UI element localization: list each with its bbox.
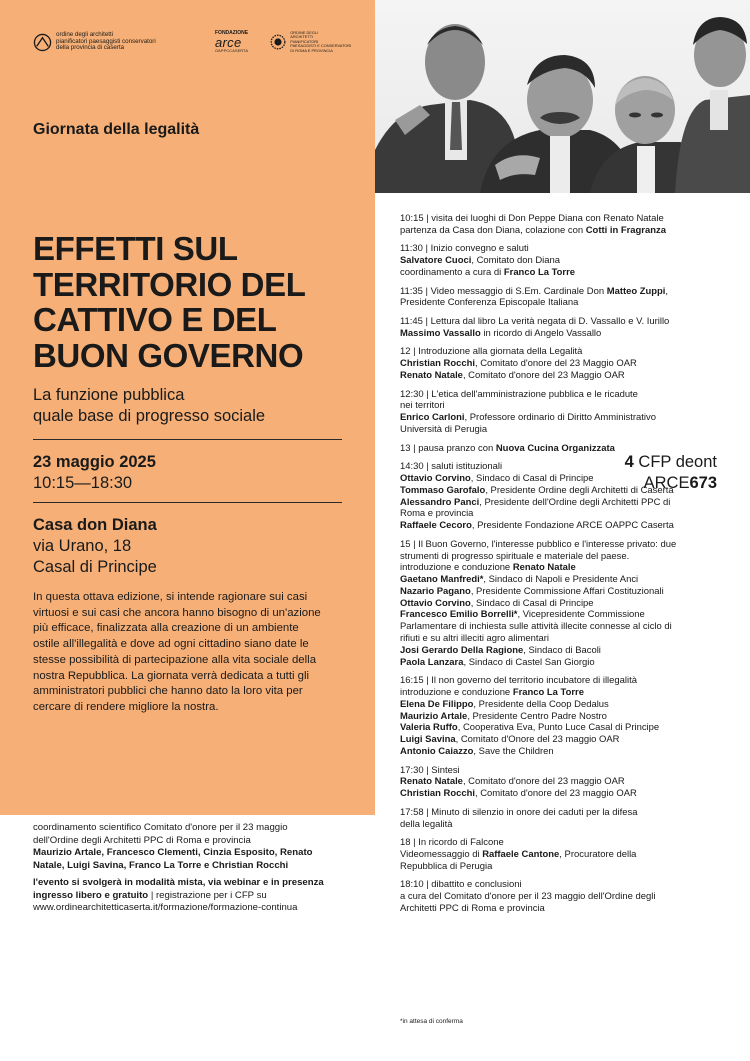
- event-type: Giornata della legalità: [33, 121, 200, 138]
- ordine-logo-line: ordine degli architetti: [56, 31, 114, 39]
- oappc-logo-line: ARCHITETTI: [290, 34, 314, 40]
- program-text: , Comitato d'onore del 23 Maggio OAR: [475, 358, 637, 370]
- program-text: , Sindaco di Castel San Giorgio: [463, 656, 595, 668]
- program-line: [400, 243, 725, 255]
- program-item: [400, 807, 725, 831]
- program-line: [400, 788, 725, 800]
- program-line: [400, 358, 725, 370]
- venue-city: Casal di Principe: [33, 558, 157, 576]
- arce-logo: [215, 31, 248, 53]
- program-text: coordinamento a cura di: [400, 266, 504, 278]
- program-line: [400, 891, 725, 903]
- program-line: [400, 807, 725, 819]
- speaker-name: Renato Natale: [512, 562, 576, 574]
- program-text: 11:45 | Lettura dal libro La verità negata di D. Vassallo e V. Iurillo: [400, 315, 670, 327]
- program-item: [400, 461, 725, 532]
- oappc-logo-line: DI ROMA E PROVINCIA: [290, 47, 333, 53]
- divider: [33, 439, 342, 440]
- speaker-name: Salvatore Cuoci: [400, 255, 472, 267]
- program-line: [400, 461, 725, 473]
- program-line: [400, 539, 725, 551]
- program-line: [400, 473, 725, 485]
- speaker-name: Christian Rocchi: [400, 788, 475, 800]
- speaker-name: Franco La Torre: [503, 266, 576, 278]
- program-line: [400, 412, 725, 424]
- speaker-name: Massimo Vassallo: [400, 327, 481, 339]
- venue-name: Casa don Diana: [33, 516, 157, 534]
- program-line: [400, 687, 725, 699]
- program-text: Videomessaggio di: [400, 849, 483, 861]
- intro-line: ostile all'illegalità e dove ad ogni cittadino siano date le: [33, 638, 309, 651]
- program-text: nei territori: [400, 400, 445, 412]
- program-line: [400, 400, 725, 412]
- program-text: 11:30 | Inizio convegno e saluti: [400, 243, 529, 255]
- program-text: , Save the Children: [473, 746, 554, 758]
- program-line: [400, 497, 725, 509]
- program-line: [400, 633, 725, 645]
- main-title: [33, 231, 363, 373]
- credits-names-line: Maurizio Artale, Francesco Clementi, Cinzia Esposito, Renato: [33, 847, 313, 858]
- program-line: [400, 255, 725, 267]
- program-text: Roma e provincia: [400, 508, 474, 520]
- intro-line: cercare di rendere migliore la nostra.: [33, 700, 219, 713]
- arce-logo-bottom: OAPPCCASERTA: [215, 49, 249, 53]
- program-text: , Cooperativa Eva, Punto Luce Casal di Principe: [457, 722, 660, 734]
- program-line: [400, 225, 725, 237]
- credits-line: coordinamento scientifico Comitato d'onore per il 23 maggio: [33, 822, 288, 833]
- program-line: [400, 286, 725, 298]
- program-text: 14:30 | saluti istituzionali: [400, 461, 503, 473]
- program-text: 18 | In ricordo di Falcone: [400, 837, 504, 849]
- program-text: Presidente Conferenza Episcopale Italiana: [400, 297, 579, 309]
- speaker-name: Raffaele Cecoro: [400, 520, 472, 532]
- program-line: [400, 609, 725, 621]
- program-text: 12 | Introduzione alla giornata della Legalità: [400, 346, 583, 358]
- program-line: [400, 675, 725, 687]
- program-text: introduzione e conduzione: [400, 687, 513, 699]
- cfp-code-prefix: ARCE: [643, 474, 690, 492]
- venue-street: via Urano, 18: [33, 537, 132, 555]
- speaker-name: Ottavio Corvino: [400, 472, 471, 484]
- speaker-name: Paola Lanzara: [400, 656, 464, 668]
- program-text: , Comitato don Diana: [471, 255, 561, 267]
- program-text: partenza da Casa don Diana, colazione con: [400, 224, 586, 236]
- program-line: [400, 903, 725, 915]
- program-line: [400, 598, 725, 610]
- program-text: , Presidente Ordine degli Architetti di Caserta: [485, 484, 674, 496]
- ordine-logo-line: pianificatori paesaggisti conservatori: [56, 37, 156, 45]
- program-line: [400, 424, 725, 436]
- program-text: 10:15 | visita dei luoghi di Don Peppe Diana con Renato Natale: [400, 213, 664, 224]
- program-line: [400, 645, 725, 657]
- program-item: [400, 389, 725, 436]
- program-text: introduzione e conduzione: [400, 562, 513, 574]
- program-text: Repubblica di Perugia: [400, 860, 493, 872]
- program-line: [400, 443, 725, 455]
- program-line: [400, 879, 725, 891]
- program-text: , Comitato d'onore del 23 maggio OAR: [475, 788, 637, 800]
- program-text: Architetti PPC di Roma e provincia: [400, 903, 545, 914]
- oappc-logo-line: PAESAGGISTI E CONSERVATORI: [290, 43, 352, 49]
- program-line: [400, 574, 725, 586]
- divider: [33, 502, 342, 503]
- logo-bar: [33, 30, 370, 54]
- credits-participation: [33, 877, 358, 915]
- credits-names-line: Natale, Luigi Savina, Franco La Torre e Christian Rocchi: [33, 859, 289, 871]
- program-text: 18:10 | dibattito e conclusioni: [400, 879, 522, 891]
- title-line: CATTIVO E DEL: [33, 301, 277, 338]
- speaker-name: Antonio Caiazzo: [400, 746, 474, 758]
- program-text: rifiuti e su altri illeciti agro alimentari: [400, 633, 549, 645]
- ordine-logo-icon: [33, 33, 52, 52]
- subtitle-line: quale base di progresso sociale: [33, 407, 266, 425]
- oappc-seal-icon: [270, 34, 286, 50]
- cfp-count: 4: [624, 453, 634, 471]
- cfp-code-number: 673: [689, 474, 717, 492]
- program-line: [400, 746, 725, 758]
- credits: [33, 822, 358, 920]
- program-line: [400, 849, 725, 861]
- program-text: 12:30 | L'etica dell'amministrazione pubblica e le ricadute: [400, 388, 638, 400]
- program-text: , Sindaco di Napoli e Presidente Anci: [483, 574, 639, 586]
- credits-coordination: [33, 822, 358, 872]
- speaker-name: Elena De Filippo: [400, 698, 474, 710]
- subtitle: [33, 385, 353, 427]
- speaker-name: Enrico Carloni: [400, 412, 465, 424]
- program-item: [400, 243, 725, 278]
- program-text: , Comitato d'onore del 23 Maggio OAR: [462, 369, 625, 381]
- program-text: , Sindaco di Bacoli: [523, 644, 601, 656]
- program-text: 11:35 | Video messaggio di S.Em. Cardinale Don: [400, 285, 607, 297]
- photo-illustration: [375, 0, 750, 193]
- program-text: , Presidente della Coop Dedalus: [473, 698, 609, 710]
- program-text: in ricordo di Angelo Vassallo: [480, 327, 602, 339]
- program-line: [400, 346, 725, 358]
- event-date: 23 maggio 2025: [33, 453, 156, 471]
- program-text: 17:58 | Minuto di silenzio in onore dei caduti per la difesa: [400, 806, 638, 818]
- speaker-name: Ottavio Corvino: [400, 597, 471, 609]
- program-line: [400, 711, 725, 723]
- oappc-logo-line: PIANIFICATORI: [290, 38, 319, 44]
- program-text: , Sindaco di Casal di Principe: [470, 472, 594, 484]
- intro-text: [33, 590, 353, 716]
- program-item: [400, 675, 725, 758]
- program-line: [400, 485, 725, 497]
- speaker-name: Maurizio Artale: [400, 710, 468, 722]
- program-line: [400, 213, 725, 225]
- speaker-name: Matteo Zuppi: [606, 285, 666, 297]
- program-text: Parlamentare di inchiesta sulle attività illecite connesse al ciclo di: [400, 621, 672, 633]
- registration-link[interactable]: www.ordinearchitetticaserta.it/formazione/formazione-continua: [33, 902, 298, 913]
- speaker-name: Josi Gerardo Della Ragione: [400, 644, 524, 656]
- program-item: [400, 316, 725, 340]
- program-text: , Presidente Fondazione ARCE OAPPC Caserta: [471, 520, 674, 532]
- speaker-name: Valeria Ruffo: [400, 722, 458, 734]
- program-line: [400, 520, 725, 532]
- program-line: [400, 699, 725, 711]
- program-item: [400, 443, 725, 455]
- program-text: Università di Perugia: [400, 423, 488, 435]
- program-line: [400, 657, 725, 669]
- program-line: [400, 370, 725, 382]
- speaker-name: Tommaso Garofalo: [400, 484, 486, 496]
- program-line: [400, 562, 725, 574]
- program-text: , Presidente Centro Padre Nostro: [467, 710, 607, 722]
- speaker-name: Luigi Savina: [400, 734, 456, 746]
- speaker-name: Cotti in Fragranza: [585, 224, 666, 236]
- program-line: [400, 734, 725, 746]
- program-item: [400, 346, 725, 381]
- program-text: 16:15 | Il non governo del territorio incubatore di illegalità: [400, 675, 637, 687]
- title-line: BUON GOVERNO: [33, 336, 304, 374]
- credits-registration: | registrazione per i CFP su: [148, 889, 267, 901]
- program-item: [400, 213, 725, 237]
- event-time: 10:15—18:30: [33, 474, 133, 492]
- speaker-name: Francesco Emilio Borrelli*: [400, 609, 518, 621]
- intro-line: più efficace, finalizzata alla creazione di un ambiente: [33, 622, 299, 635]
- program-line: [400, 586, 725, 598]
- program-schedule: [400, 213, 725, 922]
- program-line: [400, 389, 725, 401]
- program-text: , Professore ordinario di Diritto Amministrativo: [464, 412, 656, 424]
- speaker-name: Nazario Pagano: [400, 585, 471, 597]
- program-text: , Presidente dell'Ordine degli Architetti PPC di: [479, 496, 671, 508]
- program-text: 13 | pausa pranzo con: [400, 442, 496, 454]
- program-item: [400, 879, 725, 914]
- program-line: [400, 297, 725, 309]
- intro-line: stesse possibilità di partecipazione alla vita sociale della: [33, 653, 317, 666]
- footnote: *in attesa di conferma: [400, 1018, 463, 1025]
- program-text: 17:30 | Sintesi: [400, 764, 460, 776]
- program-line: [400, 316, 725, 328]
- ordine-logo: [33, 32, 171, 52]
- program-item: [400, 286, 725, 310]
- oappc-roma-logo: [270, 31, 370, 53]
- intro-line: nostra Repubblica. La giornata verrà dedicata a tutti gli: [33, 669, 310, 682]
- program-item: [400, 765, 725, 800]
- title-line: TERRITORIO DEL: [33, 265, 306, 303]
- credits-line: dell'Ordine degli Architetti PPC di Roma e provincia: [33, 834, 251, 846]
- speaker-name: Alessandro Panci: [400, 496, 480, 508]
- program-line: [400, 776, 725, 788]
- program-line: [400, 861, 725, 873]
- program-line: [400, 508, 725, 520]
- speaker-name: Franco La Torre: [512, 687, 584, 699]
- program-text: ,: [665, 285, 669, 297]
- program-item: [400, 837, 725, 872]
- speaker-name: Gaetano Manfredi*: [400, 574, 484, 586]
- program-line: [400, 328, 725, 340]
- intro-line: virtuosi e sui casi che ancora hanno bisogno di un'azione: [33, 606, 321, 619]
- speaker-name: Nuova Cucina Organizzata: [495, 442, 615, 454]
- program-line: [400, 837, 725, 849]
- cfp-label: CFP deont: [633, 453, 717, 471]
- program-item: [400, 539, 725, 669]
- program-line: [400, 765, 725, 777]
- program-text: , Comitato d'onore del 23 maggio OAR: [462, 776, 625, 788]
- intro-line: amministratori pubblici che hanno dato la loro vita per: [33, 685, 303, 698]
- program-text: , Presidente Commissione Affari Costituzionali: [470, 585, 664, 597]
- program-text: , Vicepresidente Commissione: [517, 609, 645, 621]
- program-line: [400, 819, 725, 831]
- program-text: , Procuratore della: [559, 849, 637, 861]
- program-text: della legalità: [400, 818, 453, 830]
- arce-logo-name: arce: [215, 35, 242, 50]
- program-text: 15 | Il Buon Governo, l'interesse pubblico e l'interesse privato: due: [400, 538, 677, 550]
- credits-mode: l'evento si svolgerà in modalità mista, via webinar e in presenza: [33, 877, 324, 888]
- program-line: [400, 621, 725, 633]
- program-text: a cura del Comitato d'onore per il 23 maggio dell'Ordine degli: [400, 891, 656, 903]
- speaker-name: Christian Rocchi: [400, 358, 475, 370]
- speaker-name: Renato Natale: [400, 776, 463, 788]
- arce-logo-top: FONDAZIONE: [215, 30, 249, 36]
- program-text: , Comitato d'Onore del 23 maggio OAR: [455, 734, 620, 746]
- historic-photo: [375, 0, 750, 193]
- program-text: , Sindaco di Casal di Principe: [470, 597, 594, 609]
- title-line: EFFETTI SUL: [33, 230, 238, 267]
- intro-line: In questa ottava edizione, si intende ragionare sui casi: [33, 591, 308, 603]
- program-line: [400, 722, 725, 734]
- credits-free-entry: ingresso libero e gratuito: [33, 889, 149, 901]
- program-line: [400, 267, 725, 279]
- speaker-name: Renato Natale: [400, 369, 463, 381]
- oappc-logo-line: ORDINE DEGLI: [290, 29, 319, 35]
- ordine-logo-line: della provincia di caserta: [56, 44, 125, 52]
- subtitle-line: La funzione pubblica: [33, 386, 185, 404]
- program-line: [400, 551, 725, 563]
- program-text: strumenti di progresso spirituale e materiale del paese.: [400, 550, 630, 562]
- speaker-name: Raffaele Cantone: [482, 849, 560, 861]
